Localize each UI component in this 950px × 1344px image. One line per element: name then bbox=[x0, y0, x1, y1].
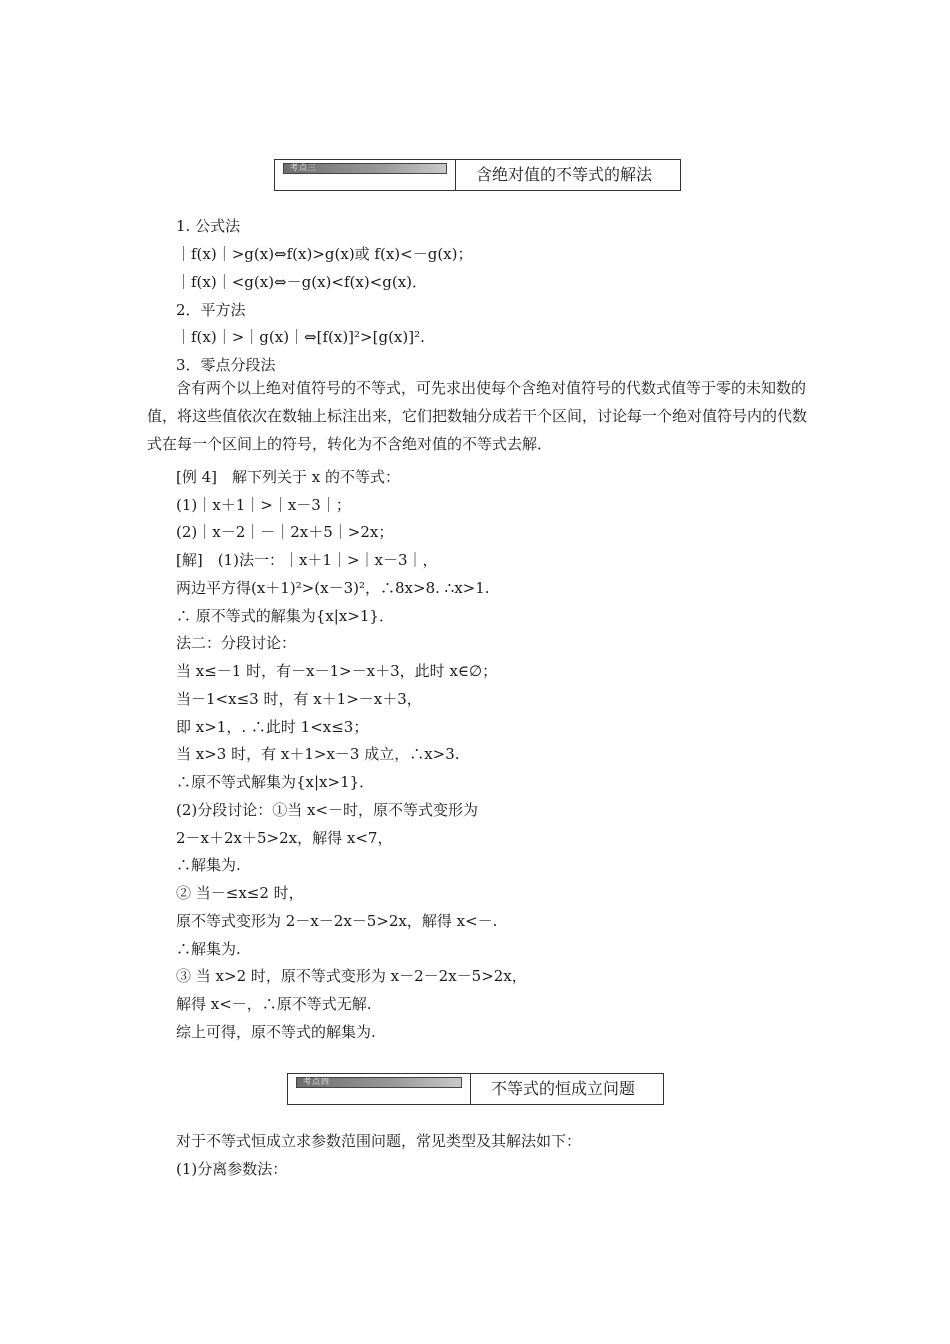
text-line: ∴原不等式解集为{x|x>1}． bbox=[176, 773, 375, 791]
text-line: [例 4] 解下列关于 x 的不等式： bbox=[176, 468, 401, 486]
text-line: 3．零点分段法 bbox=[176, 356, 276, 374]
text-line: 综上可得，原不等式的解集为. bbox=[176, 1023, 376, 1041]
text-line: ｜f(x)｜>g(x)⇔f(x)>g(x)或 f(x)<－g(x)； bbox=[176, 245, 473, 263]
text-line: 当 x>3 时，有 x＋1>x－3 成立，∴x>3. bbox=[176, 745, 460, 763]
text-line: ∴ 原不等式的解集为{x|x>1}． bbox=[176, 607, 394, 625]
text-line: 对于不等式恒成立求参数范围问题，常见类型及其解法如下： bbox=[176, 1132, 582, 1150]
section-tag bbox=[288, 1074, 471, 1104]
section-header-3 bbox=[274, 159, 681, 191]
text-line: 当－1<x≤3 时，有 x＋1>－x＋3， bbox=[176, 690, 422, 708]
text-line: 即 x>1，. ∴此时 1<x≤3； bbox=[176, 718, 369, 736]
text-line: 2．平方法 bbox=[176, 301, 246, 319]
text-line: (1)｜x＋1｜>｜x－3｜； bbox=[176, 496, 351, 514]
text-line: 法二：分段讨论： bbox=[176, 634, 297, 652]
text-line: 原不等式变形为 2－x－2x－5>2x，解得 x<－. bbox=[176, 912, 498, 930]
section-tag bbox=[275, 160, 456, 190]
section-tag-label: 考点三 bbox=[290, 163, 317, 172]
text-line: 两边平方得(x＋1)²>(x－3)²，∴8x>8. ∴x>1. bbox=[176, 579, 490, 597]
section-tag-label: 考点四 bbox=[303, 1077, 330, 1086]
section-title: 不等式的恒成立问题 bbox=[491, 1079, 636, 1098]
text-line: 解得 x<－，∴原不等式无解. bbox=[176, 995, 372, 1013]
tag-bar bbox=[283, 163, 447, 174]
text-line: 1. 公式法 bbox=[176, 217, 241, 235]
text-line: ｜f(x)｜<g(x)⇔－g(x)<f(x)<g(x)． bbox=[176, 273, 428, 291]
text-line: ∴解集为. bbox=[176, 940, 241, 958]
text-line: 2－x＋2x＋5>2x，解得 x<7， bbox=[176, 829, 393, 847]
text-line: ｜f(x)｜>｜g(x)｜⇔[f(x)]²>[g(x)]². bbox=[176, 328, 425, 346]
text-line: 当 x≤－1 时，有－x－1>－x＋3，此时 x∈∅； bbox=[176, 662, 498, 680]
text-line: [解] (1)法一：｜x＋1｜>｜x－3｜， bbox=[176, 551, 438, 569]
section-header-4 bbox=[287, 1073, 664, 1105]
text-line: ∴解集为. bbox=[176, 856, 241, 874]
text-line: (2)分段讨论：①当 x<－时，原不等式变形为 bbox=[176, 801, 479, 819]
text-line: ② 当－≤x≤2 时， bbox=[176, 884, 304, 902]
tag-bar bbox=[296, 1077, 462, 1088]
text-line: (1)分离参数法： bbox=[176, 1160, 288, 1178]
text-line: ③ 当 x>2 时，原不等式变形为 x－2－2x－5>2x， bbox=[176, 967, 527, 985]
text-line: (2)｜x－2｜－｜2x＋5｜>2x； bbox=[176, 523, 394, 541]
section-title: 含绝对值的不等式的解法 bbox=[476, 165, 653, 184]
paragraph: 含有两个以上绝对值符号的不等式，可先求出使每个含绝对值符号的代数式值等于零的未知数的值，将这些值依次在数轴上标注出来，它们把数轴分成若干个区间，讨论每一个绝对值符号内的代数式在每一个区间上的符号，转化为不含绝对值的不等式去解． bbox=[147, 379, 808, 453]
